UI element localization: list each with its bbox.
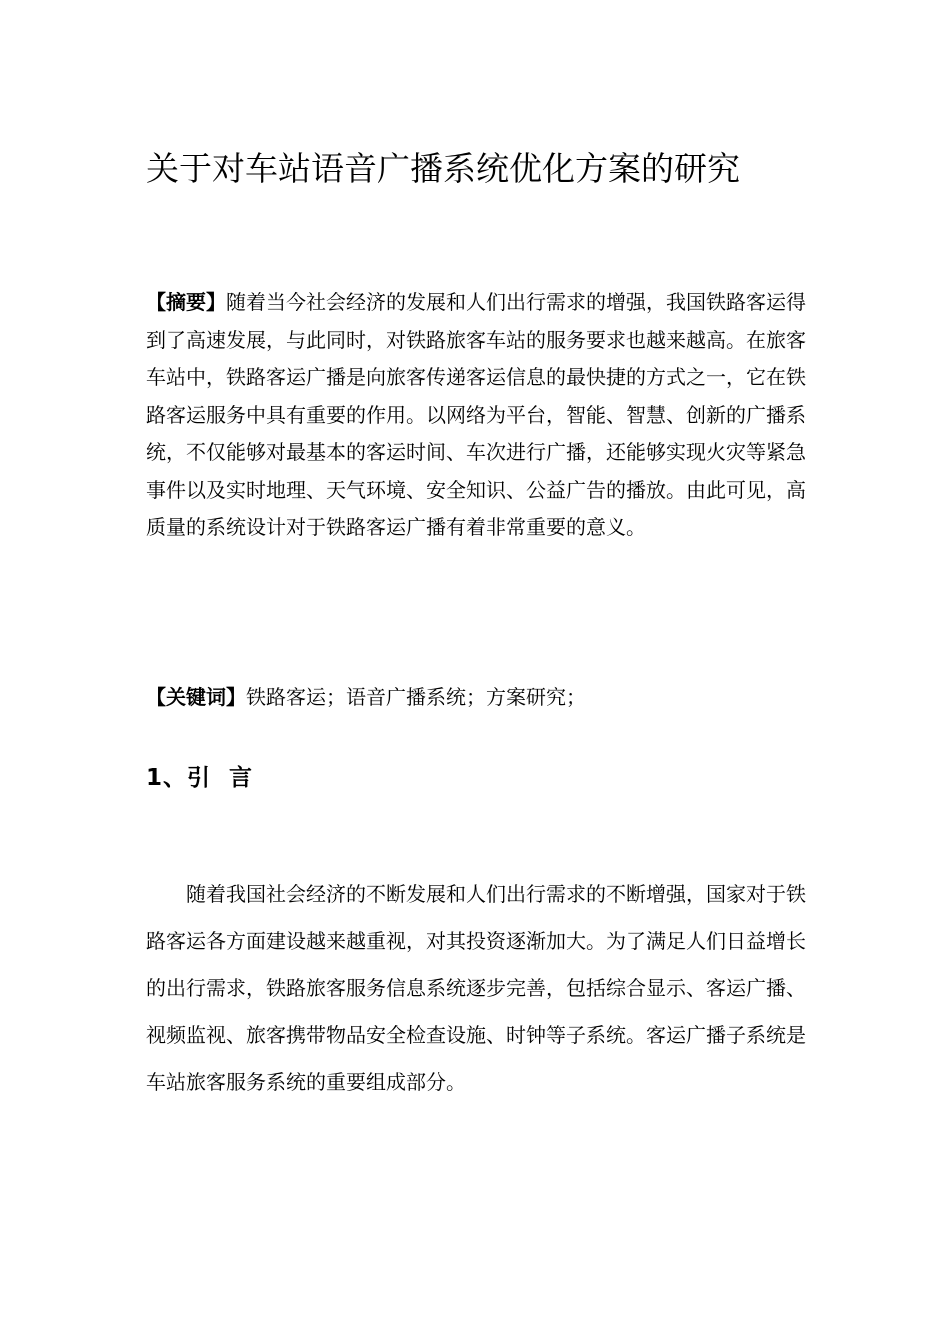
keywords-paragraph bbox=[146, 679, 806, 717]
keywords-label: 【关键词】 bbox=[146, 685, 246, 709]
abstract-paragraph bbox=[146, 284, 806, 547]
keywords-text: 铁路客运；语音广播系统；方案研究； bbox=[246, 685, 586, 709]
page-title: 关于对车站语音广播系统优化方案的研究 bbox=[146, 149, 740, 188]
introduction-paragraph: 随着我国社会经济的不断发展和人们出行需求的不断增强，国家对于铁路客运各方面建设越来越重视，对其投资逐渐加大。为了满足人们日益增长的出行需求，铁路旅客服务信息系统逐步完善，包括综合显示、客运广播、视频监视、旅客携带物品安全检查设施、时钟等子系统。客运广播子系统是车站旅客服务系统的重要组成部分。 bbox=[146, 882, 806, 1094]
abstract-label: 【摘要】 bbox=[146, 290, 226, 314]
section-heading-introduction: 1、引 言 bbox=[146, 765, 254, 791]
abstract-text: 随着当今社会经济的发展和人们出行需求的增强，我国铁路客运得到了高速发展，与此同时，对铁路旅客车站的服务要求也越来越高。在旅客车站中，铁路客运广播是向旅客传递客运信息的最快捷的方式之一，它在铁路客运服务中具有重要的作用。以网络为平台，智能、智慧、创新的广播系统，不仅能够对最基本的客运时间、车次进行广播，还能够实现火灾等紧急事件以及实时地理、天气环境、安全知识、公益广告的播放。由此可见，高质量的系统设计对于铁路客运广播有着非常重要的意义。 bbox=[146, 290, 806, 539]
